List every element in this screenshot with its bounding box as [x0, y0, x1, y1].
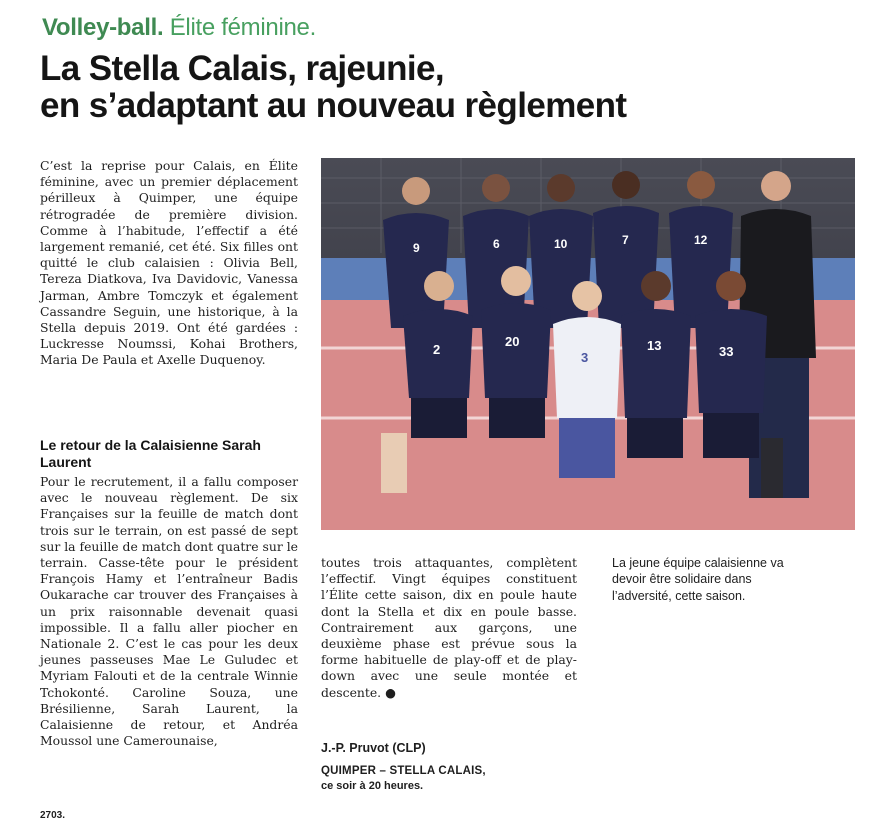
headline-line-1: La Stella Calais, rajeunie, [40, 49, 444, 88]
jersey-number: 2 [433, 342, 441, 357]
match-teams: QUIMPER – STELLA CALAIS, [321, 765, 486, 777]
team-photo [321, 158, 855, 530]
body-column-1 [40, 474, 298, 749]
article-headline [40, 50, 626, 124]
jersey-number: 6 [493, 237, 500, 251]
photo-caption: La jeune équipe calaisienne va devoir être solidaire dans l’adversité, cette saison. [612, 556, 784, 603]
headline-line-2: en s’adaptant au nouveau règlement [40, 86, 627, 125]
jersey-number: 7 [622, 233, 629, 247]
article-kicker [42, 14, 316, 42]
intro-text: C’est la reprise pour Calais, en Élite féminine, avec un premier déplacement périlleux à Quimper, une équipe rétrogradée de première division. Comme à l’habitude, l’effectif a été largement remanié, cet été. Six filles ont quitté le club calaisien : Olivia Bell, Tereza Diatkova, Iva Davidovic, Vanessa Jarman, Ambre Tomczyk et également Cassandre Seguin, une historique, à la Stella depuis 2019. Ont été gardées : Luckresse Noumssi, Kohai Brothers, Maria De Paula et Axelle Duquenoy. [40, 158, 298, 368]
category-label: Élite féminine. [169, 14, 316, 41]
sport-label: Volley-ball. [42, 14, 164, 41]
page-code: 2703. [40, 810, 66, 821]
jersey-number: 13 [647, 338, 662, 353]
body-text-2: toutes trois attaquantes, complètent l’effectif. Vingt équipes constituent l’Élite cette saison, dix en poule haute dont la Stella et dix en poule basse. Contrairement aux garçons, une deuxième phase est prévue sous la forme habituelle de play-off et de play-down avec une seule montée et descente. ● [321, 555, 577, 700]
body-text-1: Pour le recrutement, il a fallu composer avec le nouveau règlement. De six Françaises sur la feuille de match dont trois sur le terrain, on est passé de sept sur la feuille de match dont quatre sur le terrain. Casse-tête pour le président François Hamy et l’entraîneur Badis Oukarache car trouver des Françaises à un prix raisonnable devenait quasi impossible. Il a fallu aller piocher en Nationale 2. C’est le cas pour les deux jeunes passeuses Mae Le Guludec et Myriam Falouti et de la centrale Winnie Tchokonté. Caroline Souza, une Brésilienne, Sarah Laurent, la Calaisienne de retour, et Andréa Moussol une Camerounaise, [40, 474, 298, 749]
jersey-number: 12 [694, 233, 708, 247]
byline: J.-P. Pruvot (CLP) [321, 741, 426, 755]
intro-paragraph [40, 158, 298, 369]
jersey-number: 10 [554, 237, 568, 251]
jersey-number: 3 [581, 350, 589, 365]
jersey-number: 9 [413, 241, 420, 255]
jersey-number: 20 [505, 334, 520, 349]
jersey-number: 33 [719, 344, 734, 359]
body-column-2 [321, 555, 577, 701]
match-time: ce soir à 20 heures. [321, 780, 424, 792]
subheading: Le retour de la Calaisienne Sarah Laurent [40, 437, 261, 470]
